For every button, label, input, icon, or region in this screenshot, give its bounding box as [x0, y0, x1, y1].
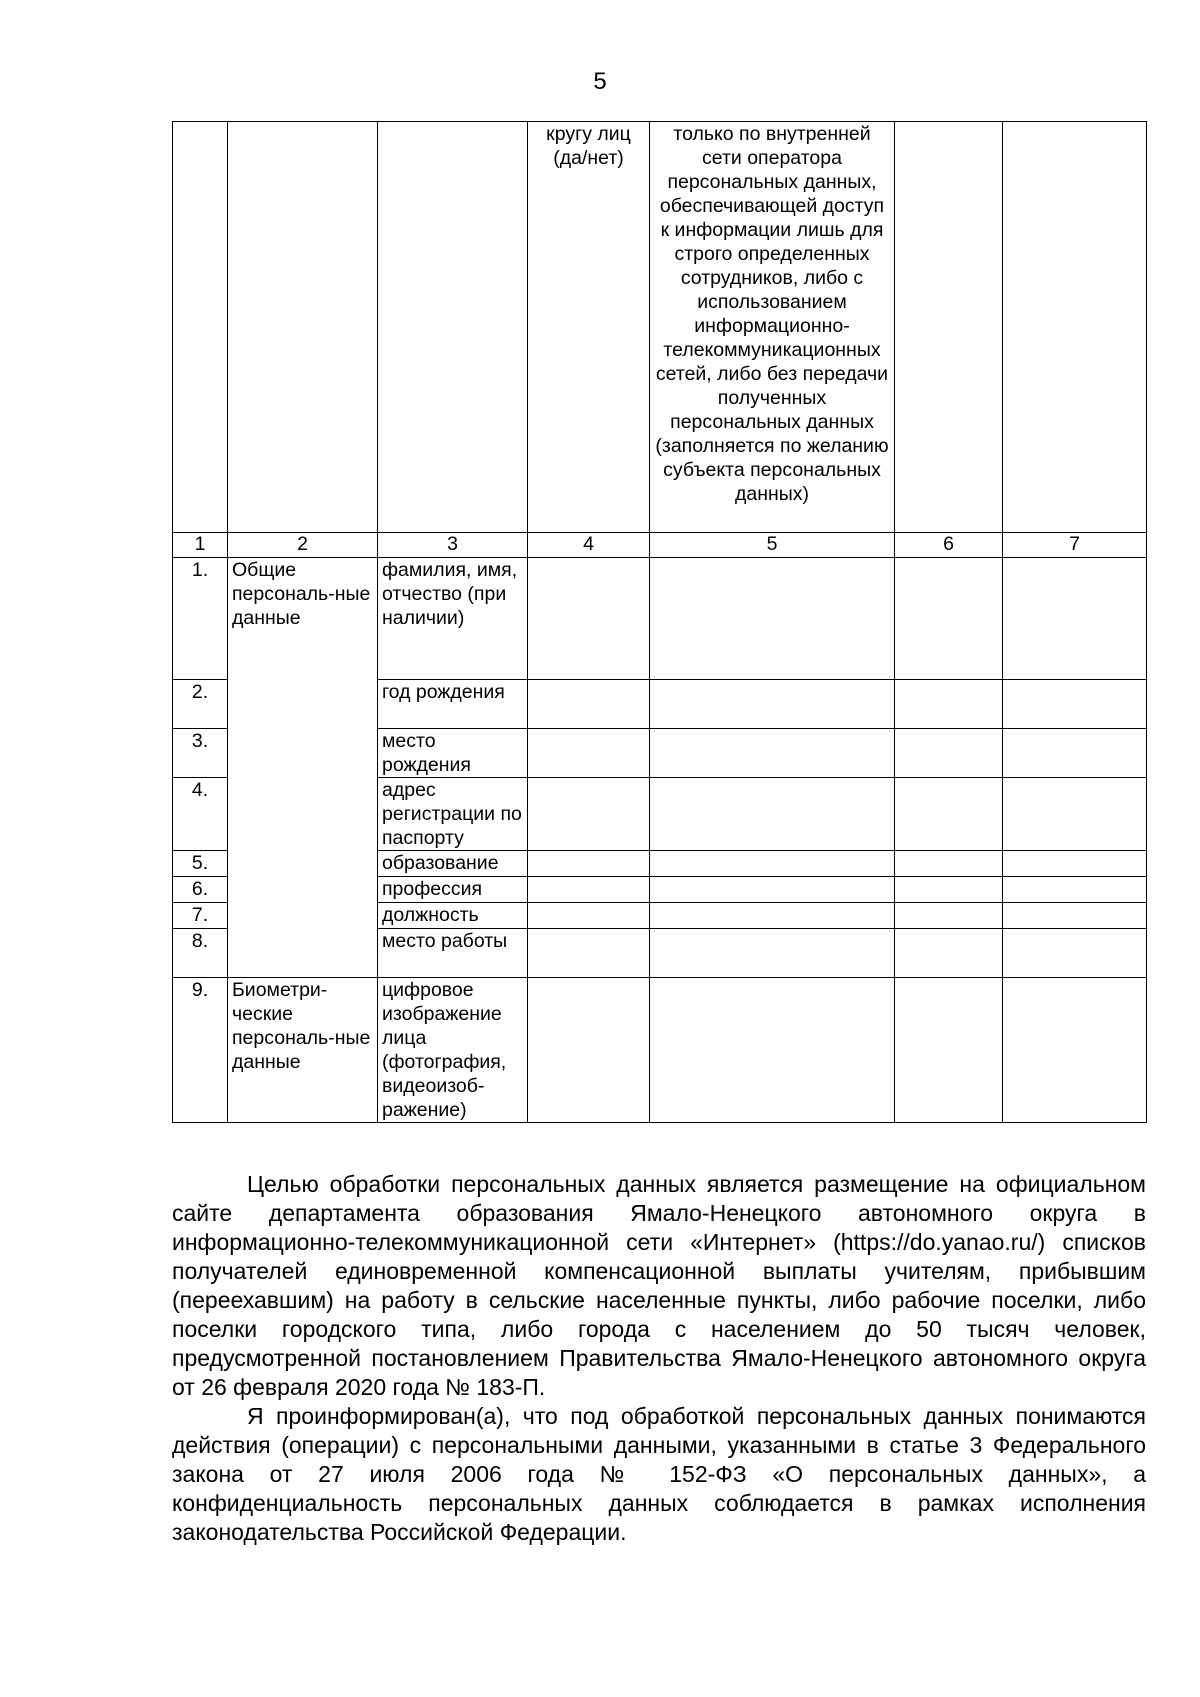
body-text — [172, 1170, 1146, 1547]
table-cell — [528, 877, 650, 903]
table-cell — [1003, 558, 1147, 680]
data-item: место работы — [378, 929, 528, 978]
group-general-personal-data: Общие персональ-ные данные — [228, 558, 378, 978]
row-number: 8. — [173, 929, 228, 978]
purpose-paragraph: Целью обработки персональных данных является размещение на официальном сайте департамента образования Ямало-Ненецкого автономного округа в информационно-телекоммуникационной сети «Интернет» (https://do.yanao.ru/) списков получателей единовременной компенсационной выплаты учителям, прибывшим (переехавшим) на работу в сельские населенные пункты, либо рабочие поселки, либо поселки городского типа, либо города с населением до 50 тысяч человек, предусмотренной постановлением Правительства Ямало-Ненецкого автономного округа от 26 февраля 2020 года № 183-П. — [172, 1171, 1146, 1400]
group-biometric-personal-data: Биометри-ческие персональ-ные данные — [228, 978, 378, 1123]
table-cell — [528, 558, 650, 680]
table-cell — [650, 851, 895, 877]
table-cell — [1003, 680, 1147, 729]
table-cell — [895, 929, 1003, 978]
row-number: 3. — [173, 729, 228, 778]
table-cell — [1003, 851, 1147, 877]
table-cell — [895, 778, 1003, 851]
table-cell — [528, 778, 650, 851]
table-header-continuation-row — [173, 122, 1147, 533]
table-cell — [1003, 729, 1147, 778]
header-cell-transfer-method: только по внутренней сети оператора персональных данных, обеспечивающей доступ к информации лишь для строго определенных сотрудников, либо с использованием информационно-телекоммуникационных сетей, либо без передачи полученных персональных данных (заполняется по желанию субъекта персональных данных) — [650, 122, 895, 533]
data-item: фамилия, имя, отчество (при наличии) — [378, 558, 528, 680]
table-cell — [528, 978, 650, 1123]
column-number: 3 — [378, 533, 528, 558]
table-cell — [650, 903, 895, 929]
data-item: адрес регистрации по паспорту — [378, 778, 528, 851]
column-number: 4 — [528, 533, 650, 558]
table-cell — [378, 122, 528, 533]
personal-data-table — [172, 121, 1147, 1123]
row-number: 1. — [173, 558, 228, 680]
row-number: 9. — [173, 978, 228, 1123]
table-cell — [1003, 903, 1147, 929]
page-number: 5 — [593, 68, 607, 95]
header-cell-disclosure: кругу лиц (да/нет) — [528, 122, 650, 533]
table-cell — [528, 903, 650, 929]
table-cell — [650, 558, 895, 680]
table-cell — [895, 122, 1003, 533]
table-cell — [173, 122, 228, 533]
table-cell — [650, 978, 895, 1123]
table-cell — [650, 680, 895, 729]
column-number-row — [173, 533, 1147, 558]
column-number: 2 — [228, 533, 378, 558]
table-cell — [650, 729, 895, 778]
table-cell — [895, 903, 1003, 929]
table-cell — [895, 680, 1003, 729]
table-cell — [1003, 978, 1147, 1123]
table-cell — [650, 778, 895, 851]
table-cell — [895, 729, 1003, 778]
table-cell — [528, 680, 650, 729]
table-cell — [1003, 877, 1147, 903]
table-cell — [1003, 778, 1147, 851]
table-cell — [895, 558, 1003, 680]
table-cell — [528, 929, 650, 978]
table-cell — [1003, 122, 1147, 533]
table-cell — [528, 851, 650, 877]
column-number: 6 — [895, 533, 1003, 558]
row-number: 4. — [173, 778, 228, 851]
row-number: 5. — [173, 851, 228, 877]
table-cell — [528, 729, 650, 778]
row-number: 2. — [173, 680, 228, 729]
column-number: 1 — [173, 533, 228, 558]
row-number: 6. — [173, 877, 228, 903]
table-cell — [1003, 929, 1147, 978]
table-cell — [228, 122, 378, 533]
data-item: место рождения — [378, 729, 528, 778]
table-cell — [650, 929, 895, 978]
table-cell — [895, 851, 1003, 877]
informed-paragraph: Я проинформирован(а), что под обработкой персональных данных понимаются действия (операции) с персональными данными, указанными в статье 3 Федерального закона от 27 июля 2006 года № 152-ФЗ «О персональных данных», а конфиденциальность персональных данных соблюдается в рамках исполнения законодательства Российской Федерации. — [172, 1403, 1146, 1545]
column-number: 7 — [1003, 533, 1147, 558]
data-item: цифровое изображение лица (фотография, видеоизоб-ражение) — [378, 978, 528, 1123]
column-number: 5 — [650, 533, 895, 558]
table-cell — [895, 978, 1003, 1123]
table-cell — [895, 877, 1003, 903]
data-item: должность — [378, 903, 528, 929]
table-cell — [650, 877, 895, 903]
data-item: образование — [378, 851, 528, 877]
data-item: профессия — [378, 877, 528, 903]
data-item: год рождения — [378, 680, 528, 729]
table-row — [173, 558, 1147, 680]
row-number: 7. — [173, 903, 228, 929]
table-row — [173, 978, 1147, 1123]
